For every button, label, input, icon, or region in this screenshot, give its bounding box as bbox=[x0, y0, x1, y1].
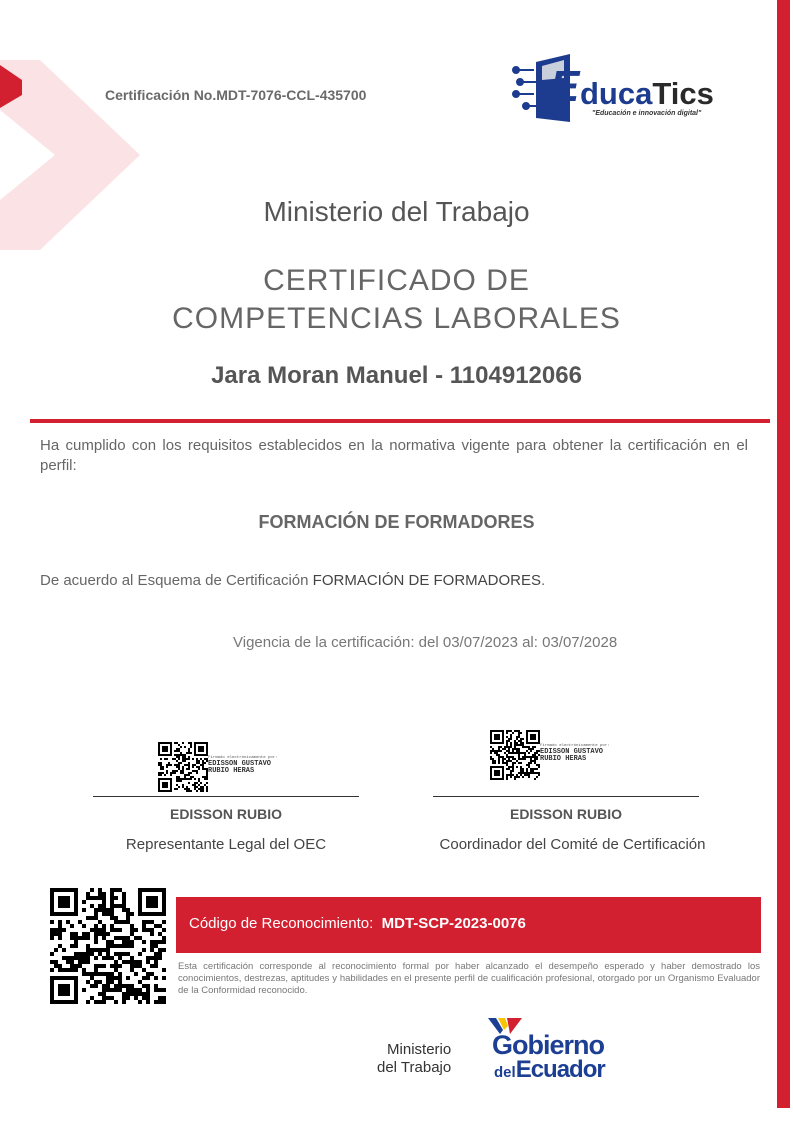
ministry-title: Ministerio del Trabajo bbox=[263, 196, 530, 227]
holder-name: Jara Moran Manuel - 1104912066 bbox=[211, 362, 582, 389]
certificate-number: Certificación No.MDT-7076-CCL-435700 bbox=[105, 87, 367, 103]
signature-line-1 bbox=[93, 796, 359, 797]
certificate-title bbox=[0, 262, 793, 338]
logo-letter-e: E bbox=[550, 62, 580, 111]
logo-wordmark bbox=[580, 76, 714, 112]
esig-line1: EDISSON GUSTAVO bbox=[540, 748, 604, 756]
recognition-value: MDT-SCP-2023-0076 bbox=[381, 915, 526, 932]
signer-name-2: EDISSON RUBIO bbox=[509, 806, 622, 822]
profile-name: FORMACIÓN DE FORMADORES bbox=[258, 512, 535, 532]
gobierno-ecuador-logo bbox=[486, 1018, 626, 1084]
esig-qr-code-icon bbox=[158, 742, 208, 792]
esig-line2: RUBIO HERAS bbox=[540, 755, 587, 763]
scheme-suffix: . bbox=[541, 572, 546, 589]
certificate-title-line1: CERTIFICADO DE bbox=[263, 264, 530, 297]
logo-tics: Tics bbox=[652, 76, 714, 111]
footnote-text: Esta certificación corresponde al reconocimiento formal por haber alcanzado el desempeño esperado y haber demostrado los conocimientos, destrezas, aptitudes y habilidades en el presente perfil de cualificación profesional, otorgado por un Organismo Evaluador de la Conformidad reconocido. bbox=[178, 961, 760, 996]
gob-line1: Gobierno bbox=[492, 1030, 604, 1060]
esig-caption: Firmado electrónicamente por: bbox=[540, 744, 610, 748]
verification-qr-code-icon bbox=[50, 888, 166, 1004]
scheme-name: FORMACIÓN DE FORMADORES bbox=[312, 572, 541, 589]
esig-text bbox=[540, 744, 650, 763]
certificate-title-line2: COMPETENCIAS LABORALES bbox=[172, 302, 621, 335]
logo-tagline: "Educación e innovación digital" bbox=[592, 110, 702, 117]
educatics-logo bbox=[512, 48, 742, 128]
signer-role-2: Coordinador del Comité de Certificación bbox=[439, 836, 706, 853]
recognition-code-box bbox=[176, 897, 761, 953]
ministry-footer-logo bbox=[377, 1041, 451, 1077]
scheme-text bbox=[40, 572, 545, 589]
divider bbox=[30, 419, 770, 423]
esig-caption: Firmado electrónicamente por: bbox=[208, 756, 278, 760]
signature-block-2 bbox=[490, 730, 610, 785]
right-accent-bar bbox=[777, 0, 790, 1108]
signer-role-1: Representante Legal del OEC bbox=[125, 836, 327, 853]
gob-line2-del: del bbox=[494, 1064, 516, 1081]
esig-qr-code-icon bbox=[490, 730, 540, 780]
esig-line2: RUBIO HERAS bbox=[208, 767, 255, 775]
scheme-prefix: De acuerdo al Esquema de Certificación bbox=[40, 572, 313, 589]
logo-duca: duca bbox=[580, 76, 653, 111]
signature-block-1 bbox=[158, 742, 278, 797]
signer-name-1: EDISSON RUBIO bbox=[169, 806, 282, 822]
ministry-footer-line2: del Trabajo bbox=[377, 1059, 452, 1076]
esig-line1: EDISSON GUSTAVO bbox=[208, 760, 272, 768]
validity-text: Vigencia de la certificación: del 03/07/2023 al: 03/07/2028 bbox=[233, 634, 618, 651]
recognition-code bbox=[189, 915, 526, 932]
ministry-footer-line1: Ministerio bbox=[387, 1041, 452, 1058]
gob-line2 bbox=[494, 1056, 605, 1084]
signature-line-2 bbox=[433, 796, 699, 797]
gob-line2-ecuador: Ecuador bbox=[515, 1056, 605, 1083]
recognition-label: Código de Reconocimiento: bbox=[189, 915, 374, 932]
intro-text: Ha cumplido con los requisitos establecidos en la normativa vigente para obtener la certificación en el perfil: bbox=[40, 437, 748, 474]
esig-text bbox=[208, 756, 318, 775]
